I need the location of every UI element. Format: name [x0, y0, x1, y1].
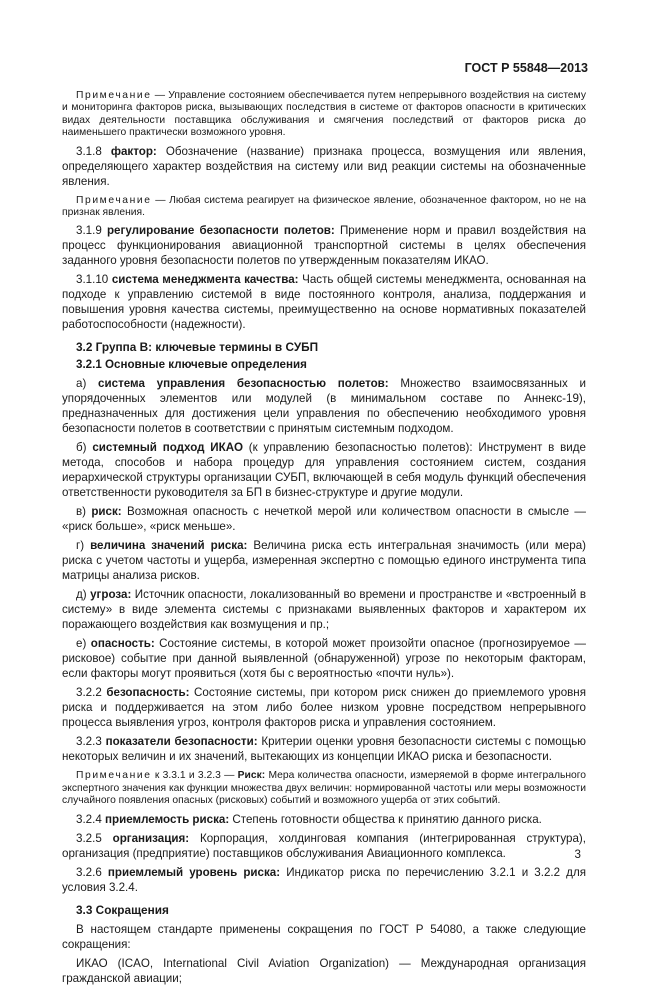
- definition-number: 3.2.3: [76, 735, 106, 749]
- defined-term: приемлемость риска:: [105, 812, 230, 826]
- note-label: Примечание: [76, 90, 152, 101]
- defined-term: системный подход ИКАО: [92, 441, 243, 455]
- definition-text: Источник опасности, локализованный во времени и пространстве и «встроенный в систему» в виде элемента системы с признаками выявленных факторов и характером их поражающего воздействия как возмущения и пр.;: [62, 588, 586, 632]
- document-header: ГОСТ Р 55848—2013: [464, 61, 588, 75]
- section-heading: 3.2 Группа В: ключевые термины в СУБП: [76, 340, 319, 355]
- document-body: [62, 84, 586, 986]
- definition-paragraph: [62, 144, 586, 189]
- defined-term: регулирование безопасности полетов:: [106, 224, 335, 238]
- definition-number: 3.2.6: [76, 865, 108, 879]
- definition-number: б): [76, 441, 93, 455]
- definition-text: Возможная опасность с нечеткой мерой или количеством опасности в смысле — «риск больше», «риск меньше».: [62, 505, 586, 534]
- definition-text: Величина риска есть интегральная значимость (или мера) риска с учетом частоты и ущерба, измеренная экспертно с помощью единого инструмента типа матрицы анализа рисков.: [62, 539, 587, 583]
- definition-paragraph: [62, 812, 586, 827]
- note-label: Примечание: [76, 770, 152, 782]
- definition-paragraph: [62, 831, 586, 861]
- definition-text: Индикатор риска по перечислению 3.2.1 и 3.2.2 для условия 3.2.4.: [62, 865, 586, 894]
- definition-text: Обозначение (название) признака процесса, возмущения или явления, определяющего характер воздействия на систему или вид реакции системы на обозначенные явления.: [62, 144, 586, 188]
- definition-paragraph: [62, 504, 586, 534]
- definition-text: (к управлению безопасностью полетов): Инструмент в виде метода, способов и набора процедур для управления состоянием систем, создания иерархической структуры организации СУБП, включающей в себя модуль функций обеспечения ответственности руководителя за БП в бизнес-структуре и другие модули.: [62, 441, 586, 500]
- definition-number: 3.2.2: [76, 686, 107, 700]
- note-reference: к 3.3.1 и 3.2.3 —: [151, 770, 238, 782]
- body-paragraph: ИКАО (ICAO, International Civil Aviation Organization) — Международная организация гражданской авиации;: [62, 956, 586, 985]
- definition-paragraph: [62, 685, 586, 730]
- definition-number: 3.2.4: [76, 812, 106, 826]
- defined-term: величина значений риска:: [90, 539, 248, 553]
- definition-text: Состояние системы, в которой может произойти опасное (прогнозируемое — рисковое) событие при данной выявленной (обнаруженной) угрозе по некоторым факторам, если факторы могут проявиться (хотя бы с вероятностью «почти нуль»).: [62, 637, 586, 681]
- defined-term: риск:: [91, 505, 122, 519]
- subsection-heading: 3.2.1 Основные ключевые определения: [76, 358, 307, 372]
- note-paragraph: [62, 90, 586, 140]
- definition-number: 3.2.5: [76, 831, 113, 845]
- note-paragraph: [62, 195, 586, 220]
- defined-term: приемлемый уровень риска:: [107, 865, 281, 879]
- definition-number: е): [76, 637, 91, 651]
- defined-term: организация:: [112, 831, 190, 845]
- definition-paragraph: [62, 272, 586, 332]
- defined-term: угроза:: [90, 588, 132, 602]
- defined-term: система управления безопасностью полетов:: [98, 377, 389, 391]
- definition-text: Критерии оценки уровня безопасности системы с помощью некоторых величин и их значений, вытекающих из концепции ИКАО риска и безопасности.: [62, 735, 586, 764]
- section-heading: 3.3 Сокращения: [76, 902, 169, 917]
- definition-number: а): [76, 377, 99, 391]
- definition-number: г): [76, 539, 91, 553]
- definition-paragraph: [62, 865, 586, 895]
- definition-text: Степень готовности общества к принятию данного риска.: [229, 812, 542, 826]
- note-term: Риск:: [237, 770, 266, 782]
- definition-number: д): [76, 588, 91, 602]
- definition-text: Состояние системы, при котором риск снижен до приемлемого уровня риска и поддерживается на этом либо более низком уровне посредством непрерывного процесса выявления угроз, контроля факторов риска и управления состоянием.: [62, 686, 586, 730]
- definition-paragraph: [62, 734, 586, 764]
- definition-text: Применение норм и правил воздействия на процесс функционирования авиационной транспортной системы в целях обеспечения заданного уровня безопасности полетов по утвержденным показателям ИКАО.: [62, 224, 586, 268]
- defined-term: фактор:: [110, 144, 157, 158]
- definition-paragraph: [62, 636, 586, 681]
- page-number: 3: [574, 848, 581, 861]
- note-text: — Любая система реагирует на физическое явление, обозначенное фактором, но не на признак явления.: [62, 194, 586, 219]
- definition-paragraph: [62, 538, 586, 583]
- definition-paragraph: [62, 223, 586, 268]
- note-text: Мера количества опасности, измеряемой в форме интегрального экспертного значения как функции множества двух величин: нормированной частоты или меры возможности случайного появления опасных (рисковых) событий и возможного ущерба от этих событий.: [62, 770, 586, 807]
- definition-paragraph: [62, 587, 586, 632]
- note-paragraph: [62, 770, 586, 807]
- note-label: Примечание: [76, 194, 152, 206]
- definition-text: Часть общей системы менеджмента, основанная на подходе к управлению системой в виде постоянного контроля, анализа, поддержания и повышения уровня качества системы, преимущественно на основе нормативных показателей работоспособности (надежности).: [62, 273, 586, 332]
- definition-number: в): [76, 505, 92, 519]
- body-paragraph: В настоящем стандарте применены сокращения по ГОСТ Р 54080, а также следующие сокращения:: [62, 922, 586, 951]
- defined-term: показатели безопасности:: [105, 735, 258, 749]
- definition-text: Множество взаимосвязанных и упорядоченных элементов или модулей (в минимальном составе по Аннекс-19), предназначенных для достижения цели управления по обеспечению необходимого уровня безопасности полетов в соответствии с принятым системным подходом.: [62, 377, 586, 436]
- definition-paragraph: [62, 376, 586, 436]
- definition-paragraph: [62, 440, 586, 500]
- definition-number: 3.1.8: [76, 144, 111, 158]
- defined-term: система менеджмента качества:: [111, 273, 299, 287]
- definition-number: 3.1.9: [76, 224, 107, 238]
- definition-text: Корпорация, холдинговая компания (интегрированная структура), организация (предприятие) поставщиков обслуживания Авиационного комплекса.: [62, 831, 586, 860]
- defined-term: опасность:: [90, 637, 155, 651]
- note-text: — Управление состоянием обеспечивается путем непрерывного воздействия на систему и мониторинга факторов риска, вызывающих последствия в системе от факторов опасности в критических видах деятельности поставщика обслуживания и смягчения последствий от факторов риска до наименьшего практически возможного уровня.: [62, 90, 586, 139]
- definition-number: 3.1.10: [76, 273, 112, 287]
- defined-term: безопасность:: [106, 686, 190, 700]
